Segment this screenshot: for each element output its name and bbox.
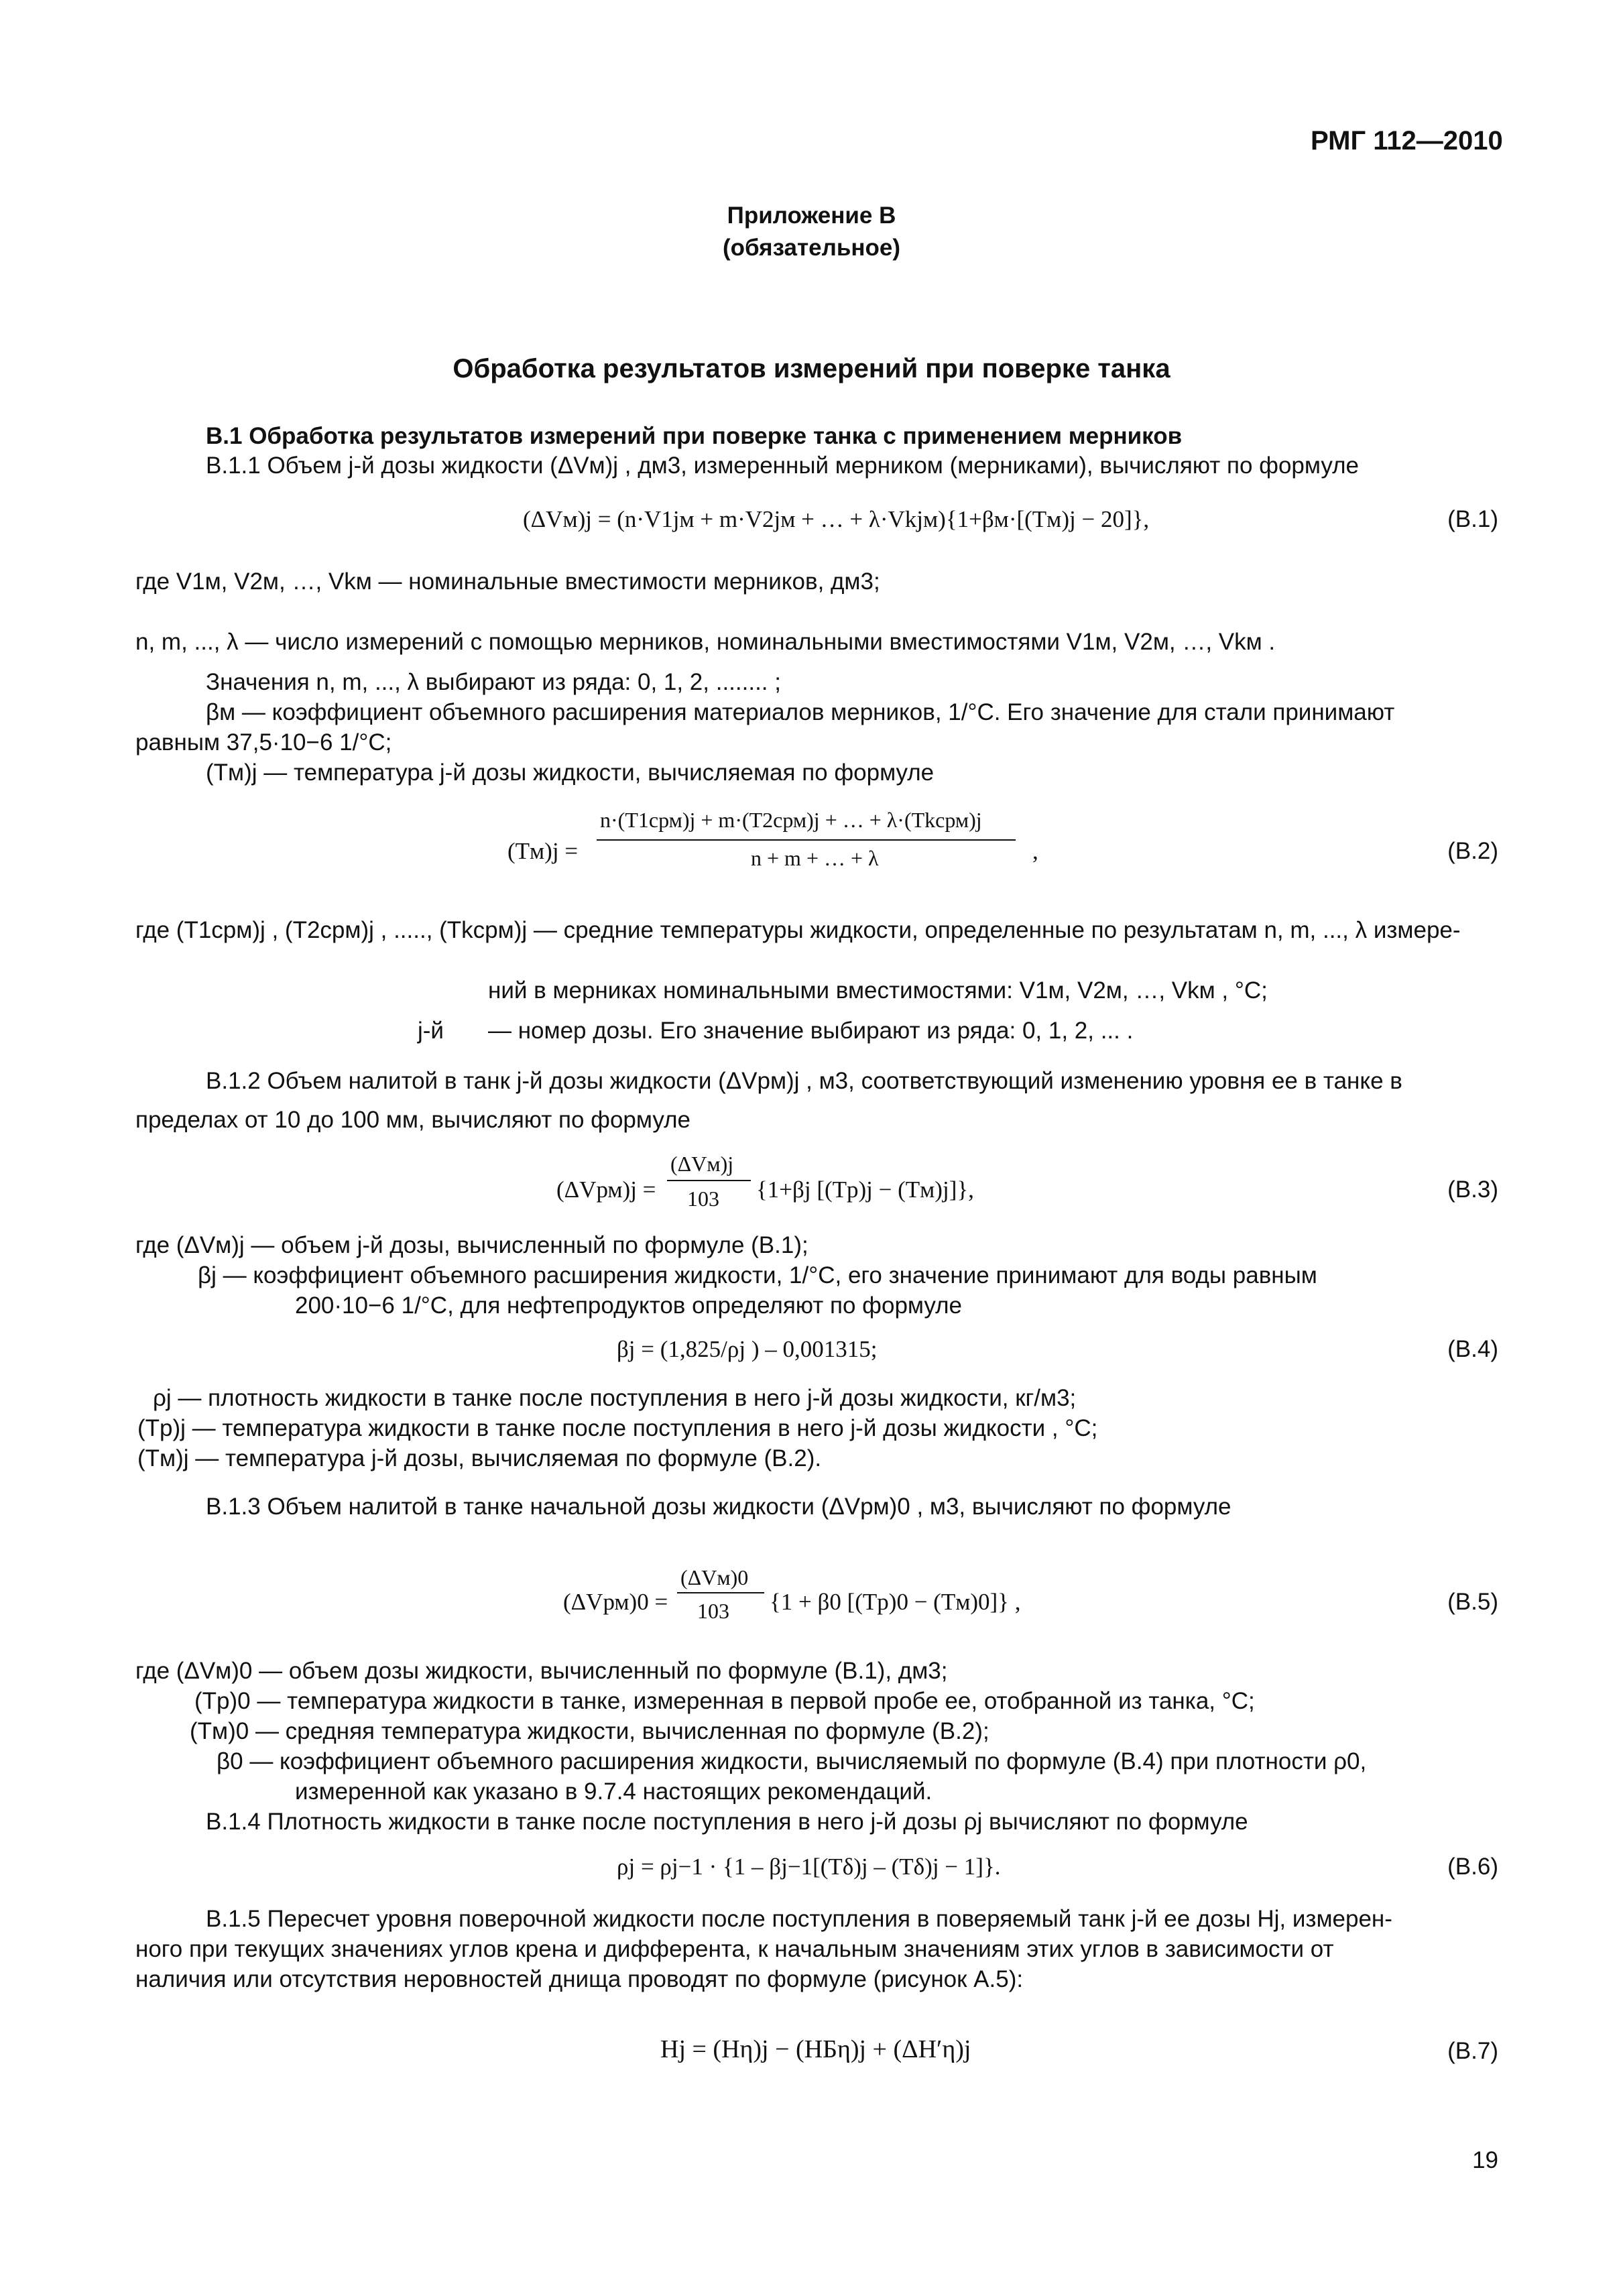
where-beta-j-cont: 200·10−6 1/°C, для нефтепродуктов определяют по формуле: [295, 1292, 962, 1319]
paragraph-b14: В.1.4 Плотность жидкости в танке после поступления в него j-й дозы ρj вычисляют по формуле: [206, 1809, 1248, 1835]
formula-b2-comma: ,: [1032, 838, 1038, 864]
formula-b4: βj = (1,825/ρj ) – 0,001315;: [617, 1336, 878, 1362]
section-title: Обработка результатов измерений при поверке танка: [453, 354, 1170, 383]
where-density: ρj — плотность жидкости в танке после поступления в него j-й дозы жидкости, кг/м3;: [153, 1385, 1077, 1411]
tm-definition: (Tм)j — температура j-й дозы жидкости, вычисляемая по формуле: [206, 760, 935, 786]
formula-b5-numerator: (ΔVм)0: [680, 1565, 749, 1589]
formula-number-b1: (В.1): [1447, 506, 1498, 532]
paragraph-b15-line1: В.1.5 Пересчет уровня поверочной жидкости после поступления в поверяемый танк j-й ее дозы Hj, измерен-: [206, 1906, 1392, 1932]
paragraph-b11: В.1.1 Объем j-й дозы жидкости (ΔVм)j , дм3, измеренный мерником (мерниками), вычисляют по формуле: [206, 452, 1359, 479]
where-mean-temperatures-cont: ний в мерниках номинальными вместимостями: V1м, V2м, …, Vkм , °C;: [488, 977, 1268, 1004]
formula-b2-denominator: n + m + … + λ: [751, 846, 879, 870]
formula-b5-left: (ΔVрм)0 =: [563, 1589, 668, 1615]
beta-m-line2: равным 37,5·10−6 1/°C;: [135, 729, 392, 756]
paragraph-b12-line1: В.1.2 Объем налитой в танк j-й дозы жидкости (ΔVрм)j , м3, соответствующий изменению уровня ее в танке в: [206, 1068, 1402, 1094]
page-number: 19: [1472, 2147, 1498, 2173]
fraction-bar: [667, 1180, 751, 1181]
formula-b5-right: {1 + β0 [(Tр)0 − (Tм)0]} ,: [770, 1589, 1021, 1615]
formula-b5-denominator: 103: [697, 1599, 729, 1623]
paragraph-b15-line2: ного при текущих значениях углов крена и дифферента, к начальным значениям этих углов в зависимости от: [135, 1936, 1334, 1962]
values-row: Значения n, m, ..., λ выбирают из ряда: 0, 1, 2, ........ ;: [206, 669, 781, 695]
where-initial-dose-volume: где (ΔVм)0 — объем дозы жидкости, вычисленный по формуле (В.1), дм3;: [135, 1658, 948, 1684]
formula-number-b4: (В.4): [1447, 1336, 1498, 1362]
formula-b7: Hj = (Hη)j − (HБη)j + (ΔH′η)j: [660, 2035, 971, 2063]
measurement-counts: n, m, ..., λ — число измерений с помощью мерников, номинальными вместимостями V1м, V2м, …, Vkм .: [135, 629, 1276, 655]
formula-b3-denominator: 103: [687, 1187, 719, 1211]
formula-number-b7: (В.7): [1447, 2038, 1498, 2064]
formula-b3-right: {1+βj [(Tр)j − (Tм)j]},: [756, 1176, 974, 1203]
where-beta-j: βj — коэффициент объемного расширения жидкости, 1/°C, его значение принимают для воды равным: [198, 1262, 1317, 1288]
jth-label: j-й: [418, 1018, 444, 1044]
document-code: РМГ 112—2010: [1311, 126, 1503, 156]
formula-b6: ρj = ρj−1 · {1 – βj−1[(Tδ)j – (Tδ)j − 1]}.: [617, 1854, 1001, 1880]
where-beta-zero: β0 — коэффициент объемного расширения жидкости, вычисляемый по формуле (В.4) при плотности ρ0,: [217, 1748, 1367, 1774]
where-tank-temperature: (Tр)j — температура жидкости в танке после поступления в него j-й дозы жидкости , °C;: [137, 1415, 1098, 1441]
formula-number-b2: (В.2): [1447, 838, 1498, 864]
appendix-status: (обязательное): [722, 235, 900, 261]
formula-b1: (ΔVм)j = (n·V1jм + m·V2jм + … + λ·Vkjм){1+βм·[(Tм)j − 20]},: [523, 506, 1150, 532]
formula-b2-left: (Tм)j =: [507, 838, 579, 864]
jth-definition: — номер дозы. Его значение выбирают из ряда: 0, 1, 2, ... .: [488, 1018, 1134, 1044]
where-dose-temperature: (Tм)j — температура j-й дозы, вычисляемая по формуле (В.2).: [137, 1445, 822, 1471]
where-initial-dose-temperature: (Tм)0 — средняя температура жидкости, вычисленная по формуле (В.2);: [190, 1718, 989, 1744]
where-mean-temperatures: где (T1срм)j , (T2срм)j , ....., (Tkсрм)j — средние температуры жидкости, определенные по результатам n, m, ..., λ измере-: [135, 917, 1461, 943]
formula-b2-numerator: n·(T1срм)j + m·(T2срм)j + … + λ·(Tkсрм)j: [600, 808, 982, 832]
formula-number-b5: (В.5): [1447, 1589, 1498, 1615]
formula-b3-left: (ΔVрм)j =: [556, 1176, 656, 1203]
where-beta-zero-cont: измеренной как указано в 9.7.4 настоящих рекомендаций.: [295, 1778, 933, 1805]
fraction-bar: [597, 839, 1016, 841]
where-nominal-capacities: где V1м, V2м, …, Vkм — номинальные вместимости мерников, дм3;: [135, 568, 880, 595]
subsection-heading-b1: В.1 Обработка результатов измерений при поверке танка с применением мерников: [206, 423, 1183, 449]
where-dose-volume: где (ΔVм)j — объем j-й дозы, вычисленный по формуле (В.1);: [135, 1232, 808, 1258]
fraction-bar: [677, 1592, 764, 1593]
formula-b3-numerator: (ΔVм)j: [670, 1152, 734, 1176]
where-initial-tank-temperature: (Tр)0 — температура жидкости в танке, измеренная в первой пробе ее, отобранной из танка, °C;: [194, 1688, 1255, 1714]
beta-m-line1: βм — коэффициент объемного расширения материалов мерников, 1/°C. Его значение для стали принимают: [206, 699, 1395, 725]
paragraph-b12-line2: пределах от 10 до 100 мм, вычисляют по формуле: [135, 1107, 690, 1133]
appendix-title: Приложение В: [727, 202, 896, 229]
paragraph-b13: В.1.3 Объем налитой в танке начальной дозы жидкости (ΔVрм)0 , м3, вычисляют по формуле: [206, 1494, 1231, 1520]
formula-number-b3: (В.3): [1447, 1176, 1498, 1203]
formula-number-b6: (В.6): [1447, 1854, 1498, 1880]
paragraph-b15-line3: наличия или отсутствия неровностей днища проводят по формуле (рисунок А.5):: [135, 1966, 1024, 1992]
